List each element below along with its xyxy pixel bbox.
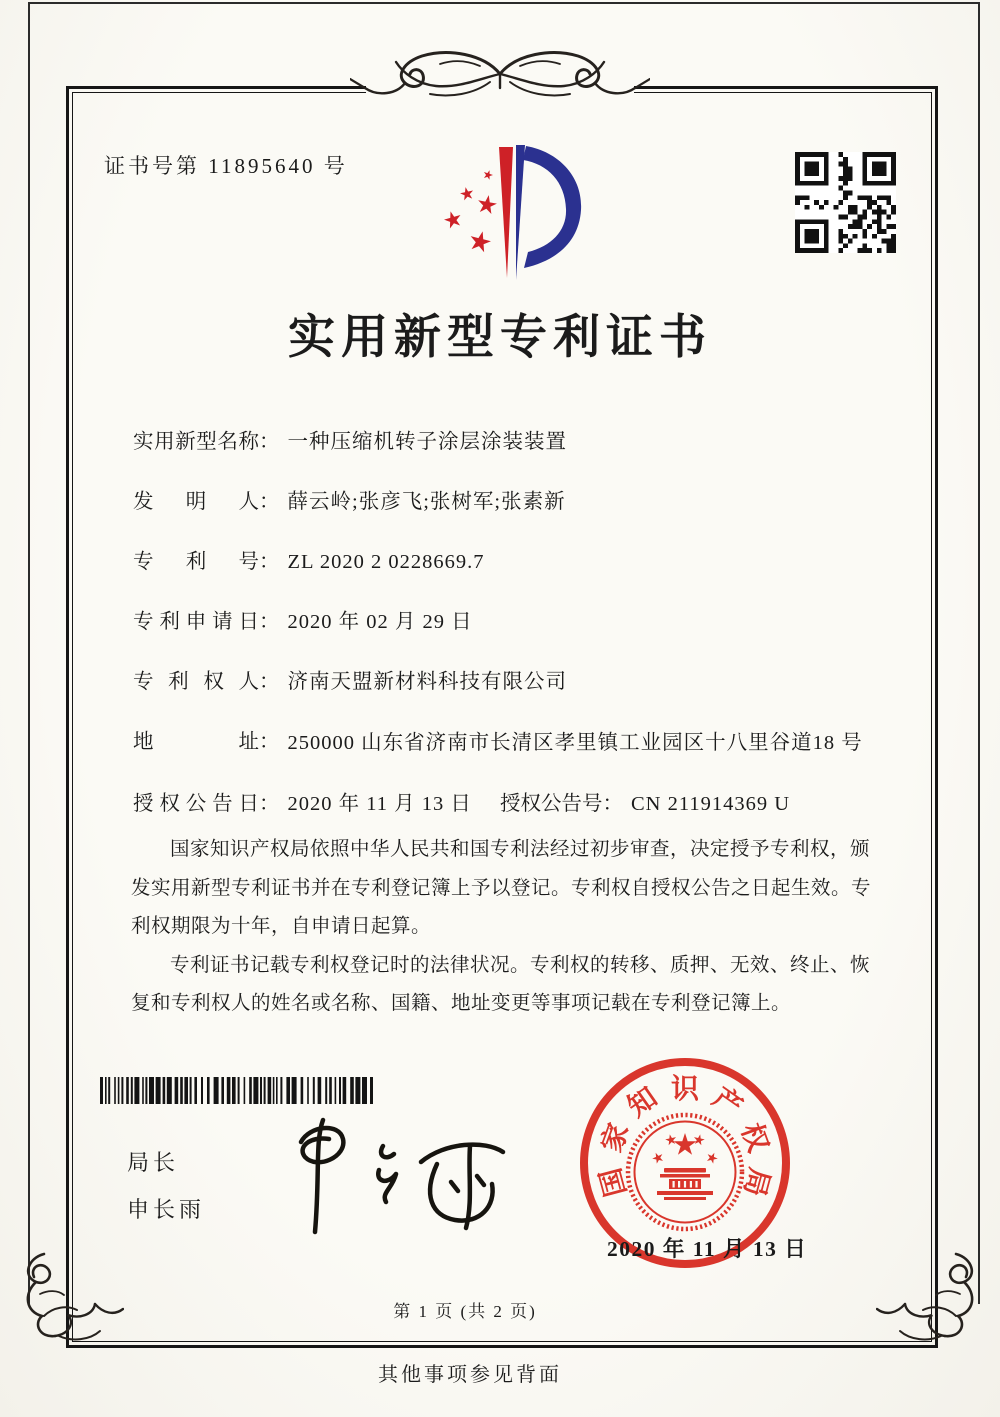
qr-code bbox=[795, 152, 896, 253]
svg-text:局: 局 bbox=[737, 1164, 775, 1200]
legal-text bbox=[131, 831, 879, 1024]
field-value: ZL 2020 2 0228669.7 bbox=[287, 551, 485, 573]
field-value: 薛云岭;张彦飞;张树军;张素新 bbox=[287, 491, 566, 513]
field-label: 专利号 bbox=[133, 551, 259, 573]
legal-paragraph: 国家知识产权局依照中华人民共和国专利法经过初步审查，决定授予专利权，颁发实用新型专利证书并在专利登记簿上予以登记。专利权自授权公告之日起生效。专利权期限为十年，自申请日起算。 bbox=[131, 839, 872, 937]
certificate-fields bbox=[133, 427, 933, 849]
barcode bbox=[100, 1077, 373, 1104]
certificate-title: 实用新型专利证书 bbox=[288, 312, 712, 364]
colon: ： bbox=[259, 431, 280, 453]
field-row bbox=[133, 487, 933, 517]
seal-date: 2020 年 11 月 13 日 bbox=[607, 1237, 808, 1261]
field-row bbox=[133, 789, 933, 819]
svg-text:产: 产 bbox=[706, 1082, 748, 1124]
signer-name: 申长雨 bbox=[127, 1197, 206, 1222]
colon: ： bbox=[259, 793, 280, 815]
field-label: 授权公告日 bbox=[133, 793, 259, 815]
field-label: 实用新型名称 bbox=[133, 431, 259, 453]
grant-number-group bbox=[500, 789, 790, 819]
field-label: 地址 bbox=[133, 731, 259, 753]
colon: ： bbox=[602, 793, 623, 815]
colon: ： bbox=[259, 551, 280, 573]
field-row bbox=[133, 427, 933, 457]
field-row bbox=[133, 607, 933, 637]
signer-title: 局长 bbox=[127, 1150, 180, 1175]
field-label: 专利申请日 bbox=[133, 611, 259, 633]
colon: ： bbox=[259, 491, 280, 513]
svg-text:权: 权 bbox=[734, 1119, 774, 1157]
colon: ： bbox=[259, 611, 280, 633]
colon: ： bbox=[259, 731, 280, 753]
field-row bbox=[133, 727, 933, 759]
national-emblem bbox=[628, 1115, 742, 1229]
field-value-address: 250000 山东省济南市长清区孝里镇工业园区十八里谷道18 号 bbox=[287, 732, 863, 754]
field-value: 2020 年 02 月 29 日 bbox=[287, 611, 473, 633]
svg-text:识: 识 bbox=[670, 1074, 700, 1105]
field-value: 2020 年 11 月 13 日 bbox=[287, 793, 472, 815]
svg-text:家: 家 bbox=[596, 1119, 636, 1157]
field-value: CN 211914369 U bbox=[631, 793, 791, 815]
field-label: 授权公告号 bbox=[500, 793, 603, 815]
svg-text:知: 知 bbox=[622, 1082, 664, 1124]
top-flourish-ornament-icon bbox=[350, 42, 650, 112]
field-value: 一种压缩机转子涂层涂装装置 bbox=[287, 431, 567, 453]
certificate-number: 证书号第 11895640 号 bbox=[104, 154, 348, 178]
legal-paragraph: 专利证书记载专利权登记时的法律状况。专利权的转移、质押、无效、终止、恢复和专利权人的姓名或名称、国籍、地址变更等事项记载在专利登记簿上。 bbox=[131, 954, 871, 1014]
field-row bbox=[133, 667, 933, 697]
svg-text:国: 国 bbox=[595, 1164, 633, 1200]
field-row bbox=[133, 547, 933, 577]
signer-block bbox=[127, 1146, 205, 1240]
colon: ： bbox=[259, 671, 280, 693]
back-note: 其他事项参见背面 bbox=[378, 1364, 562, 1386]
cnipa-logo-icon bbox=[420, 130, 595, 290]
field-label: 专利权人 bbox=[133, 671, 259, 693]
field-value: 济南天盟新材料科技有限公司 bbox=[287, 671, 567, 693]
handwritten-signature-icon bbox=[265, 1112, 520, 1242]
page-number: 第 1 页 (共 2 页) bbox=[393, 1302, 537, 1321]
field-label: 发明人 bbox=[133, 491, 259, 513]
